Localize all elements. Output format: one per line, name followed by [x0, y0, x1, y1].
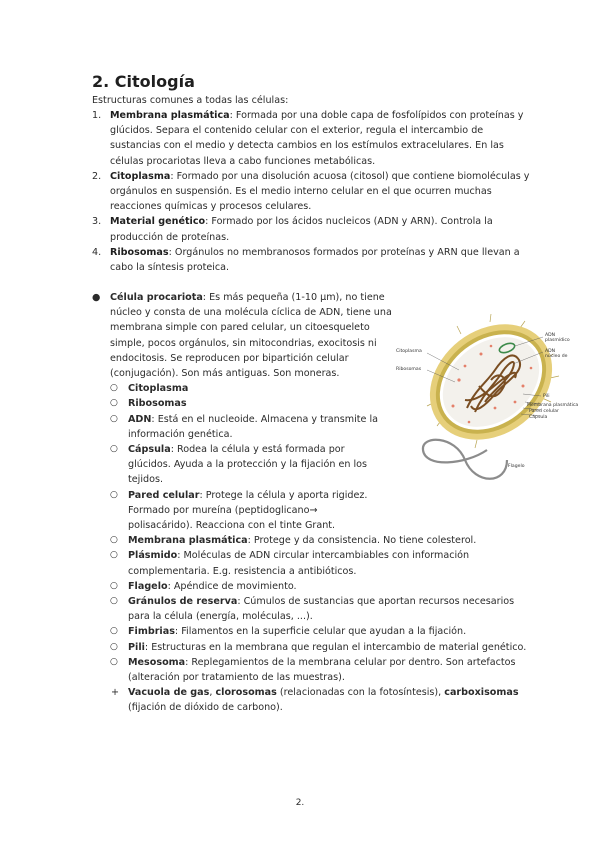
item-text: : Orgánulos no membranosos formados por proteínas y ARN que llevan a cabo la síntesis proteica. [110, 246, 520, 274]
common-structures-list [92, 108, 532, 275]
circle-bullet-icon: ○ [110, 398, 118, 409]
item-text: : Está en el nucleoide. Almacena y transmite la información genética. [128, 413, 379, 440]
prokaryote-structure-item [92, 396, 380, 411]
item-text: : Formada por una doble capa de fosfolípidos con proteínas y glúcidos. Separa el contenido celular con el exterior, regula el intercambio de sustancias con el medio y detecta cambios en los estímulos extracelulares. En las células procariotas lleva a cabo funciones metabólicas. [110, 110, 524, 167]
prokaryote-structure-item [92, 640, 530, 655]
label-citoplasma: Citoplasma [396, 349, 422, 354]
extra-term-2: clorosomas [215, 687, 277, 699]
bullet-icon: ● [92, 292, 101, 303]
label-capsula: Cápsula [529, 415, 548, 420]
item-term: ADN [128, 413, 152, 425]
item-text: : Formado por una disolución acuosa (citosol) que contiene biomoléculas y orgánulos en suspensión. Es el medio interno celular en el que ocurren muchas reacciones químicas y procesos celulares. [110, 170, 530, 213]
common-structure-item [92, 108, 532, 169]
item-text: : Apéndice de movimiento. [167, 580, 297, 592]
prokaryote-structure-item [92, 548, 530, 578]
prokaryote-structure-item [92, 381, 380, 396]
label-pared: Pared celular [529, 409, 559, 414]
prokaryote-structure-item [92, 533, 530, 548]
circle-bullet-icon: ○ [110, 383, 118, 394]
item-term: Plásmido [128, 550, 178, 562]
circle-bullet-icon: ○ [110, 626, 118, 637]
item-term: Ribosomas [110, 246, 169, 258]
extra-structures-item [92, 685, 530, 715]
label-adn-nucleo-2: núcleo de [545, 354, 568, 359]
item-term: Pili [128, 641, 145, 653]
circle-bullet-icon: ○ [110, 444, 118, 455]
label-membrana: Membrana plasmática [527, 403, 579, 408]
item-number: 4. [92, 246, 102, 258]
item-term: Membrana plasmática [110, 110, 230, 121]
prokaryote-definition [92, 290, 400, 381]
item-term: Mesosoma [128, 656, 186, 668]
item-text: : Moléculas de ADN circular intercambiables con información complementaria. E.g. resistencia a antibióticos. [128, 550, 470, 577]
section-title: 2. Citología [92, 72, 195, 91]
extra-text-2: (fijación de dióxido de carbono). [128, 702, 283, 714]
item-text: : Formado por los ácidos nucleicos (ADN y ARN). Controla la producción de proteínas. [110, 216, 493, 243]
circle-bullet-icon: ○ [110, 535, 118, 546]
prokaryote-structure-item [92, 412, 380, 442]
prokaryote-structure-item [92, 624, 530, 639]
prokaryote-structure-item [92, 594, 530, 624]
plus-icon: + [111, 687, 120, 699]
item-term: Gránulos de reserva [128, 596, 238, 608]
intro-text: Estructuras comunes a todas las células: [92, 95, 289, 106]
circle-bullet-icon: ○ [110, 596, 118, 607]
label-pili: Pili [543, 394, 550, 399]
label-flagelo: Flagelo [508, 464, 525, 469]
item-term: Citoplasma [110, 170, 171, 182]
item-text: : Protege la célula y aporta rigidez. Formado por mureína (peptidoglicano→ polisacárido). Reacciona con el tinte Grant. [128, 489, 368, 532]
item-term: Citoplasma [128, 383, 189, 395]
prokaryote-text: : Es más pequeña (1-10 µm), no tiene núcleo y consta de una molécula cíclica de ADN, tiene una membrana simple con pared celular, un citoesqueleto simple, pocos orgánulos, sin mitocondrias, exocitosis ni endocitosis. Se reproducen por bipartición celular (conjugación). Son más antiguas. Son moneras. [110, 292, 392, 380]
item-text: : Protege y da consistencia. No tiene colesterol. [247, 535, 477, 547]
circle-bullet-icon: ○ [110, 489, 118, 500]
extra-term-1: Vacuola de gas [128, 687, 210, 699]
prokaryote-structure-item [92, 442, 380, 488]
extra-text-1: (relacionadas con la fotosíntesis), [276, 687, 445, 699]
common-structure-item [92, 214, 532, 244]
item-text: : Filamentos en la superficie celular que ayudan a la fijación. [174, 626, 467, 638]
circle-bullet-icon: ○ [110, 580, 118, 591]
item-text: : Replegamientos de la membrana celular por dentro. Son artefactos (alteración por tratamiento de las muestras). [128, 656, 516, 684]
prokaryote-structure-item [92, 579, 530, 594]
flagellum [423, 440, 507, 479]
extra-term-3: carboxisomas [444, 687, 519, 699]
common-structure-item [92, 169, 532, 215]
item-text: : Rodea la célula y está formada por glúcidos. Ayuda a la protección y la fijación en los tejidos. [128, 444, 368, 486]
item-number: 3. [92, 216, 102, 228]
item-text: : Estructuras en la membrana que regulan el intercambio de material genético. [144, 641, 527, 653]
label-adn-plasmidico-2: plasmídico [545, 338, 570, 343]
item-term: Material genético [110, 216, 206, 228]
prokaryote-structure-item [92, 488, 380, 534]
prokaryote-term: Célula procariota [110, 292, 203, 303]
item-term: Fimbrias [128, 626, 175, 638]
common-structure-item [92, 245, 532, 275]
item-term: Pared celular [128, 489, 200, 501]
item-number: 2. [92, 170, 102, 182]
circle-bullet-icon: ○ [110, 413, 118, 424]
circle-bullet-icon: ○ [110, 550, 118, 561]
extra-sep-1: , [209, 687, 216, 699]
circle-bullet-icon: ○ [110, 641, 118, 652]
prokaryote-structure-item [92, 655, 530, 685]
item-text: : Cúmulos de sustancias que aportan recursos necesarios para la célula (energía, moléculas, ...). [128, 596, 515, 623]
label-adn-plasmidico-1: ADN [545, 333, 556, 338]
item-term: Ribosomas [128, 398, 187, 410]
item-term: Cápsula [128, 444, 171, 456]
label-ribosomas: Ribosomas [396, 367, 422, 372]
label-adn-nucleo-1: ADN [545, 349, 556, 354]
prokaryote-cell-diagram [395, 290, 585, 490]
item-term: Membrana plasmática [128, 535, 248, 547]
page-number: 2. [295, 798, 305, 808]
circle-bullet-icon: ○ [110, 656, 118, 667]
item-term: Flagelo [128, 580, 168, 592]
item-number: 1. [92, 110, 102, 121]
